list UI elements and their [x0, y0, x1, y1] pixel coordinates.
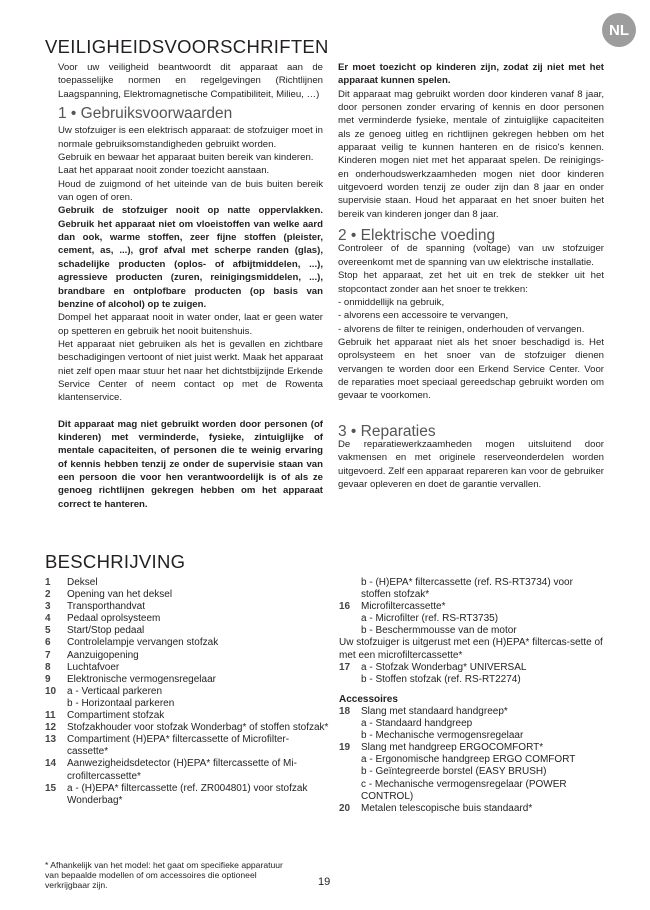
accessories-title: Accessoires	[339, 693, 398, 705]
s1-p4: Houd de zuigmond of het uiteinde van de buis buiten bereik van ogen of oren.	[58, 178, 323, 204]
s1-p7: Het apparaat niet gebruiken als het is gevallen en zichtbare beschadigingen vertoont of niet juist werkt. Maak het apparaat niet zelf open maar stuur het naar het dichtstbijzijnde Erkende Service Center of neem contact op met de Rowenta klantenservice.	[58, 338, 323, 404]
list-item	[45, 710, 330, 722]
s1-p6: Dompel het apparaat nooit in water onder, laat er geen water op spetteren en gebruik het nooit buitenshuis.	[58, 312, 323, 337]
item-number: 14	[45, 758, 57, 770]
item-text: Start/Stop pedaal	[67, 625, 145, 637]
item-text: Transporthandvat	[67, 601, 146, 613]
list-item: 17 a - Stofzak Wonderbag* UNIVERSAL	[339, 661, 527, 673]
filter-note: Uw stofzuiger is uitgerust met een (H)EPA* filtercas-sette of met een microfiltercassette*	[339, 637, 603, 661]
s3-p1: De reparatiewerkzaamheden mogen uitsluitend door vakmensen en met originele reserveonderdelen worden uitgevoerd. Zelf een apparaat repareren kan voor de gebruiker gevaar opleveren en doet de garantie vervallen.	[338, 438, 604, 490]
description-title: BESCHRIJVING	[45, 551, 186, 572]
list-subitem: b - Beschermmousse van de motor	[361, 625, 517, 637]
item-number: 11	[45, 710, 56, 722]
list-item	[45, 650, 330, 662]
item-text: Elektronische vermogensregelaar	[67, 673, 216, 685]
page-number: 19	[318, 876, 331, 888]
list-item	[45, 686, 330, 698]
item-number: 6	[45, 637, 51, 649]
item-text: Compartiment stofzak	[67, 710, 165, 722]
s2-l1: - onmiddellijk na gebruik,	[338, 296, 445, 308]
list-item	[45, 662, 330, 674]
language-badge: NL	[602, 13, 636, 47]
list-item	[45, 577, 330, 589]
footnote: * Afhankelijk van het model: het gaat om specifieke apparatuur van bepaalde modellen of om accessoires die optioneel verkrijgbaar zijn.	[45, 860, 283, 890]
item-text: Pedaal oprolsysteem	[67, 613, 161, 625]
list-subitem: c - Mechanische vermogensregelaar (POWER CONTROL)	[361, 778, 567, 802]
section-2-title: 2 • Elektrische voeding	[338, 227, 496, 245]
item-number: 2	[45, 589, 51, 601]
list-item	[45, 734, 330, 758]
safety-title: VEILIGHEIDSVOORSCHRIFTEN	[45, 36, 329, 57]
item-text: Aanwezigheidsdetector (H)EPA* filtercassette of Mi-crofiltercassette*	[67, 758, 297, 782]
list-subitem: b - Geïntegreerde borstel (EASY BRUSH)	[361, 766, 547, 778]
safety-intro: Voor uw veiligheid beantwoordt dit apparaat aan de toepasselijke normen en regelgevingen (Richtlijnen Laagspanning, Elektromagnetische Compatibiliteit, Milieu, …)	[58, 62, 323, 100]
list-item: 20 Metalen telescopische buis standaard*	[339, 802, 533, 814]
item-text: Deksel	[67, 577, 98, 588]
list-item	[45, 783, 330, 807]
s2-p3: Gebruik het apparaat niet als het snoer beschadigd is. Het oprolsysteem en het snoer van de stofzuiger dienen vervangen te worden door een Erkend Service Center. Voor de reparaties moet speciaal gereedschap gebruikt worden om gevaar te voorkomen.	[338, 336, 604, 402]
list-item	[45, 589, 330, 601]
item-text: Opening van het deksel	[67, 589, 173, 601]
s1-p1: Uw stofzuiger is een elektrisch apparaat: de stofzuiger moet in normale gebruiksomstandigheden gebruikt worden.	[58, 125, 323, 150]
item-text: Compartiment (H)EPA* filtercassette of Microfilter-cassette*	[67, 734, 290, 758]
item-number: 13	[45, 734, 57, 746]
item-text: Aanzuigopening	[67, 649, 139, 661]
list-item	[45, 698, 330, 710]
item-number: 10	[45, 685, 57, 697]
list-subitem: a - Standaard handgreep	[361, 718, 473, 730]
list-subitem: a - Microfilter (ref. RS-RT3735)	[361, 613, 499, 625]
s1-p5: Gebruik de stofzuiger nooit op natte oppervlakken. Gebruik het apparaat niet om vloeistoffen van welke aard dan ook, warme stoffen, zeer fijne stoffen (pleister, cement, as, ...), grof afval met scherpe randen (glas), schadelijke producten (oplos- of afbijtmiddelen, ...), agressieve producten (zuren, reinigingsmiddelen, ...), brandbare en ontplofbare producten (op basis van benzine of alcohol) op te zuigen.	[58, 205, 323, 310]
list-item: b - (H)EPA* filtercassette (ref. RS-RT3734) voor stoffen stofzak*	[361, 577, 573, 601]
item-number: 8	[45, 661, 51, 673]
r-p1: Er moet toezicht op kinderen zijn, zodat zij niet met het apparaat kunnen spelen.	[338, 62, 604, 87]
list-item	[45, 758, 330, 782]
item-text: a - Verticaal parkeren	[67, 685, 163, 697]
item-text: Controlelampje vervangen stofzak	[67, 637, 219, 649]
item-number: 15	[45, 782, 57, 794]
list-item	[45, 722, 330, 734]
item-number: 4	[45, 613, 51, 625]
item-number: 7	[45, 649, 51, 661]
item-text: Stofzakhouder voor stofzak Wonderbag* of stoffen stofzak*	[67, 722, 329, 734]
list-subitem: b - Stoffen stofzak (ref. RS-RT2274)	[361, 673, 521, 685]
list-item	[45, 637, 330, 649]
s1-p8: Dit apparaat mag niet gebruikt worden door personen (of kinderen) met verminderde, fysieke, zintuiglijke of mentale capaciteiten, of personen die te weinig ervaring of kennis hebben tenzij ze onder de supervisie staan van een persoon die voor hen verantwoordelijk is of als ze genoeg richtlijnen gekregen hebben om het apparaat correct te hanteren.	[58, 418, 323, 510]
list-item	[45, 625, 330, 637]
r-p2: Dit apparaat mag gebruikt worden door kinderen vanaf 8 jaar, door personen zonder ervaring of kennis en door personen met verminderde fysieke, mentale of zintuiglijke capaciteiten als ze genoeg uitleg en richtlijnen gekregen hebben om het apparaat veilig te kunnen hanteren en de risico's kennen. Kinderen mogen niet met het apparaat spelen. De reinigings- en onderhoudswerkzaamheden mogen niet door kinderen uitgevoerd worden tenzij ze ouder zijn dan 8 jaar en onder supervisie staan. Houd het apparaat en het snoer buiten het bereik van kinderen jonger dan 8 jaar.	[338, 88, 604, 220]
list-item: 19 Slang met handgreep ERGOCOMFORT*	[339, 742, 544, 754]
s2-p1: Controleer of de spanning (voltage) van uw stofzuiger overeenkomt met de spanning van uw elektrische installatie.	[338, 243, 604, 268]
description-list-right	[339, 577, 604, 815]
s1-p3: Laat het apparaat nooit zonder toezicht aanstaan.	[58, 165, 270, 177]
s1-p2: Gebruik en bewaar het apparaat buiten bereik van kinderen.	[58, 152, 314, 164]
list-subitem: b - Mechanische vermogensregelaar	[361, 730, 524, 742]
safety-left-column	[58, 61, 323, 511]
item-number: 3	[45, 601, 51, 613]
section-1-title: 1 • Gebruiksvoorwaarden	[58, 105, 233, 123]
item-text: a - (H)EPA* filtercassette (ref. ZR004801) voor stofzak Wonderbag*	[67, 782, 308, 806]
list-item: 16 Microfiltercassette*	[339, 601, 446, 613]
section-3-title: 3 • Reparaties	[338, 422, 436, 440]
item-number: 12	[45, 722, 57, 734]
list-item	[45, 601, 330, 613]
list-item	[45, 674, 330, 686]
item-text: b - Horizontaal parkeren	[67, 697, 175, 709]
list-item	[45, 613, 330, 625]
s2-l3: - alvorens de filter te reinigen, onderhouden of vervangen.	[338, 323, 585, 335]
s2-l2: - alvorens een accessoire te vervangen,	[338, 310, 509, 322]
list-item: 18 Slang met standaard handgreep*	[339, 705, 508, 717]
item-number: 5	[45, 625, 51, 637]
item-number: 1	[45, 577, 51, 588]
s2-p2: Stop het apparaat, zet het uit en trek de stekker uit het stopcontact zonder aan het snoer te trekken:	[338, 270, 604, 295]
item-text: Luchtafvoer	[67, 661, 120, 673]
safety-right-column	[338, 61, 604, 491]
item-number: 9	[45, 673, 51, 685]
list-subitem: a - Ergonomische handgreep ERGO COMFORT	[361, 754, 576, 766]
item-number	[45, 698, 67, 710]
description-list-left	[45, 577, 330, 807]
